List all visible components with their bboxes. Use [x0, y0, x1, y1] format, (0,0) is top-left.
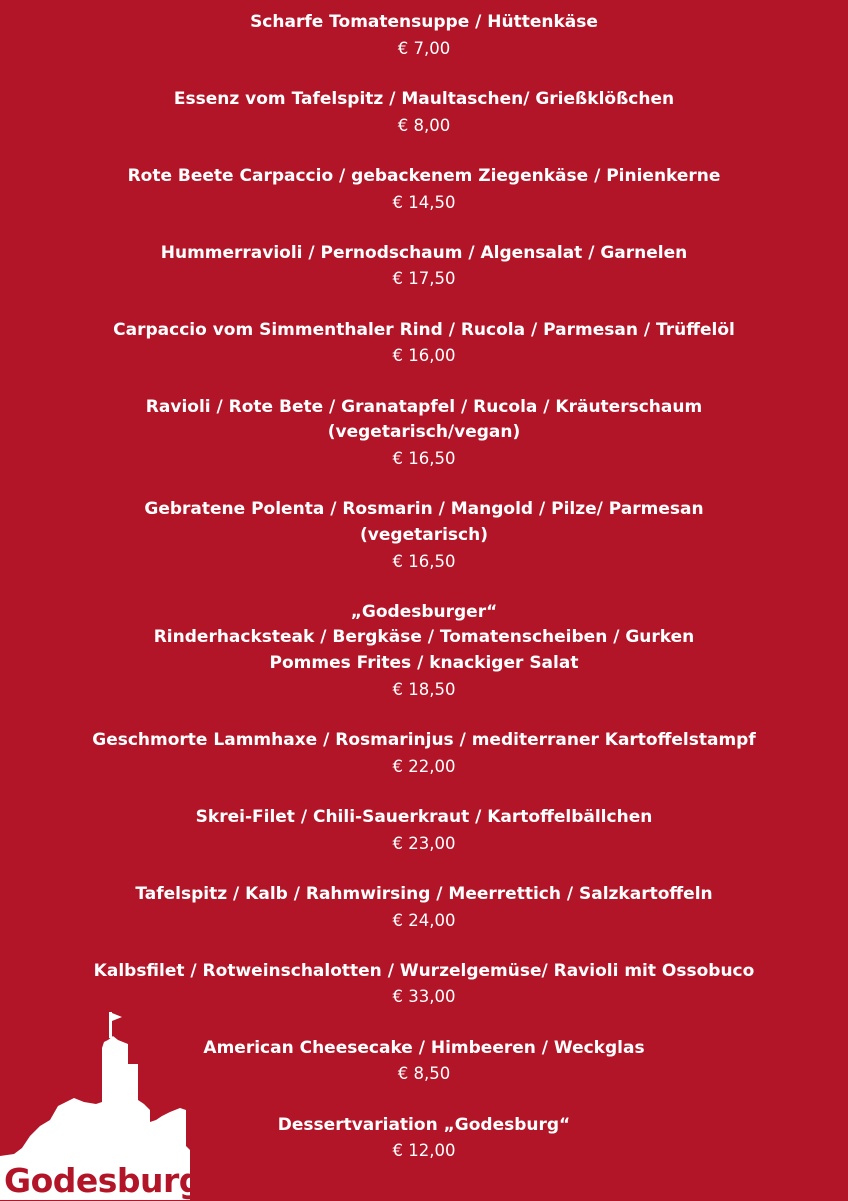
menu-item — [0, 10, 848, 61]
dish-price: € 18,50 — [392, 679, 456, 699]
dish-name: Skrei-Filet / Chili-Sauerkraut / Kartoffelbällchen — [195, 806, 653, 827]
dish-name: Ravioli / Rote Bete / Granatapfel / Rucola / Kräuterschaum — [145, 396, 703, 417]
logo-wordmark: Godesburg — [4, 1161, 202, 1200]
dish-name: Rote Beete Carpaccio / gebackenem Ziegenkäse / Pinienkerne — [127, 165, 721, 186]
dish-price: € 16,50 — [392, 551, 456, 571]
dish-name: Dessertvariation „Godesburg“ — [277, 1114, 571, 1135]
dish-price: € 16,00 — [392, 346, 456, 366]
menu-item — [0, 497, 848, 574]
menu-item — [0, 805, 848, 856]
dish-name: American Cheesecake / Himbeeren / Weckglas — [203, 1037, 645, 1058]
dish-name: Rinderhacksteak / Bergkäse / Tomatenscheiben / Gurken — [153, 627, 695, 648]
menu-item — [0, 87, 848, 138]
godesburg-logo — [0, 1008, 200, 1200]
dish-price: € 23,00 — [392, 833, 456, 853]
dish-price: € 33,00 — [392, 987, 456, 1007]
dish-name: Carpaccio vom Simmenthaler Rind / Rucola / Parmesan / Trüffelöl — [113, 319, 735, 340]
dish-name: Tafelspitz / Kalb / Rahmwirsing / Meerrettich / Salzkartoffeln — [135, 883, 713, 904]
menu-item — [0, 318, 848, 369]
menu-item — [0, 959, 848, 1010]
dish-price: € 14,50 — [392, 192, 456, 212]
dish-name: Hummerravioli / Pernodschaum / Algensalat / Garnelen — [160, 242, 688, 263]
dish-price: € 7,00 — [397, 38, 451, 58]
dish-price: € 16,50 — [392, 448, 456, 468]
menu-item — [0, 728, 848, 779]
dish-name: (vegetarisch) — [360, 524, 488, 545]
menu-item — [0, 882, 848, 933]
dish-price: € 22,00 — [392, 756, 456, 776]
dish-name: Kalbsfilet / Rotweinschalotten / Wurzelgemüse/ Ravioli mit Ossobuco — [93, 960, 755, 981]
dish-name: Scharfe Tomatensuppe / Hüttenkäse — [250, 12, 598, 32]
dish-price: € 8,00 — [397, 115, 451, 135]
dish-name: Essenz vom Tafelspitz / Maultaschen/ Grießklößchen — [173, 88, 675, 109]
menu-item — [0, 600, 848, 703]
dish-name: Gebratene Polenta / Rosmarin / Mangold / Pilze/ Parmesan — [144, 499, 704, 520]
dish-name: Pommes Frites / knackiger Salat — [269, 653, 579, 674]
dish-price: € 8,50 — [397, 1064, 451, 1084]
dish-name: (vegetarisch/vegan) — [327, 422, 521, 443]
dish-price: € 17,50 — [392, 269, 456, 289]
dish-name: Geschmorte Lammhaxe / Rosmarinjus / mediterraner Kartoffelstampf — [92, 730, 756, 750]
dish-name: „Godesburger“ — [350, 601, 498, 622]
menu-item — [0, 241, 848, 292]
dish-price: € 12,00 — [392, 1141, 456, 1161]
menu-item — [0, 395, 848, 472]
menu-item — [0, 164, 848, 215]
dish-price: € 24,00 — [392, 910, 456, 930]
